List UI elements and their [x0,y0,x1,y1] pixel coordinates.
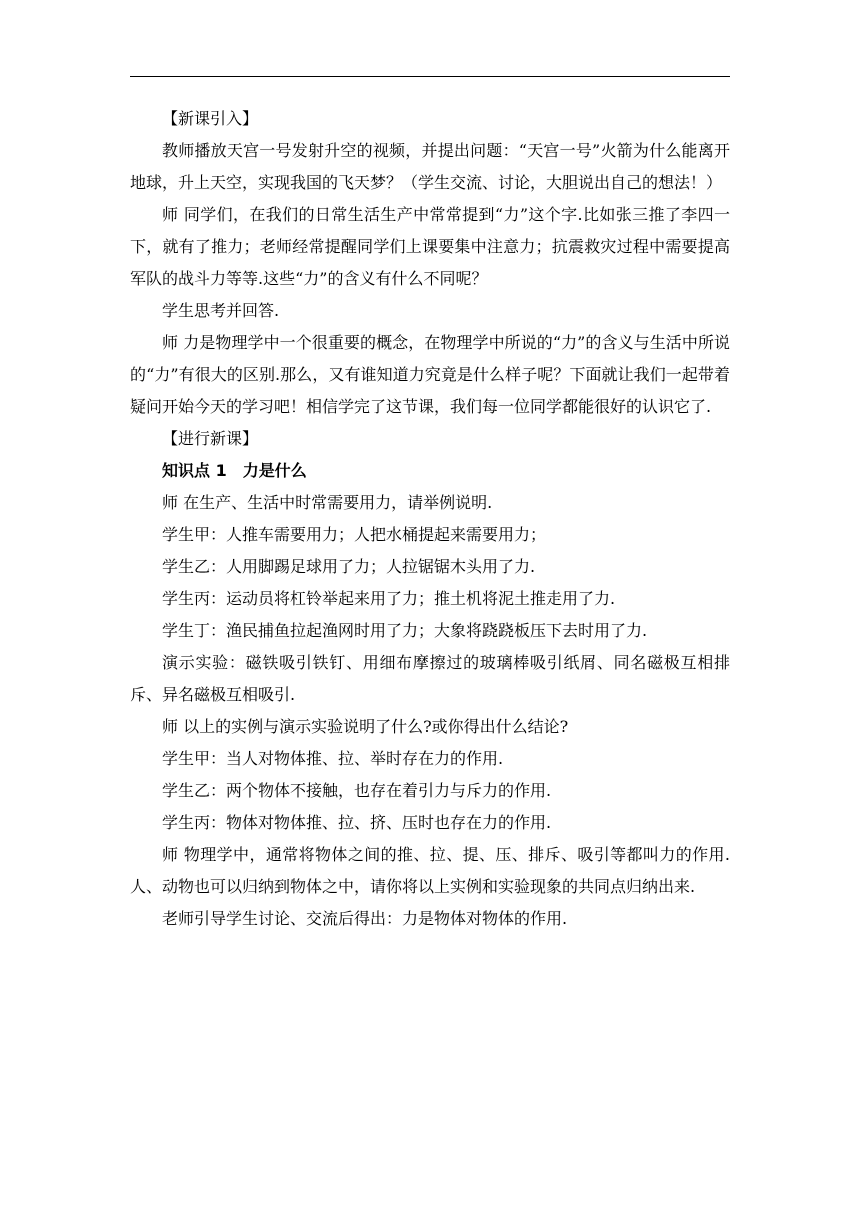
paragraph: 师 在生产、生活中时常需要用力，请举例说明. [162,493,493,512]
header-rule [130,76,730,77]
section-heading-intro: 【新课引入】 [162,109,259,128]
paragraph: 学生丙：物体对物体推、拉、挤、压时也存在力的作用. [162,813,552,832]
paragraph: 教师播放天宫一号发射升空的视频，并提出问题：“天宫一号”火箭为什么能离开地球，升上天空，实现我国的飞天梦？（学生交流、讨论，大胆说出自己的想法！） [130,141,730,192]
paragraph: 学生丙：运动员将杠铃举起来用了力；推土机将泥土推走用了力. [162,589,616,608]
knowledge-point-heading: 知识点 1 力是什么 [162,461,307,480]
paragraph: 学生乙：人用脚踢足球用了力；人拉锯锯木头用了力. [162,557,536,576]
document-body [130,103,730,935]
section-heading-new-lesson: 【进行新课】 [162,429,259,448]
paragraph: 学生甲：人推车需要用力；人把水桶提起来需要用力； [162,525,547,544]
paragraph: 师 力是物理学中一个很重要的概念，在物理学中所说的“力”的含义与生活中所说的“力”有很大的区别.那么，又有谁知道力究竟是什么样子呢？下面就让我们一起带着疑问开始今天的学习吧！相信学完了这节课，我们每一位同学都能很好的认识它了. [130,333,730,416]
paragraph: 学生乙：两个物体不接触，也存在着引力与斥力的作用. [162,781,552,800]
paragraph: 学生思考并回答. [162,301,280,320]
paragraph: 演示实验：磁铁吸引铁钉、用细布摩擦过的玻璃棒吸引纸屑、同名磁极互相排斥、异名磁极互相吸引. [130,653,730,704]
paragraph: 老师引导学生讨论、交流后得出：力是物体对物体的作用. [162,909,568,928]
paragraph: 师 以上的实例与演示实验说明了什么?或你得出什么结论? [162,717,569,736]
paragraph: 学生甲：当人对物体推、拉、举时存在力的作用. [162,749,504,768]
paragraph: 学生丁：渔民捕鱼拉起渔网时用了力；大象将跷跷板压下去时用了力. [162,621,648,640]
paragraph: 师 物理学中，通常将物体之间的推、拉、提、压、排斥、吸引等都叫力的作用.人、动物也可以归纳到物体之中，请你将以上实例和实验现象的共同点归纳出来. [130,845,730,896]
paragraph: 师 同学们，在我们的日常生活生产中常常提到“力”这个字.比如张三推了李四一下，就有了推力；老师经常提醒同学们上课要集中注意力；抗震救灾过程中需要提高军队的战斗力等等.这些“力”的含义有什么不同呢？ [130,205,730,288]
